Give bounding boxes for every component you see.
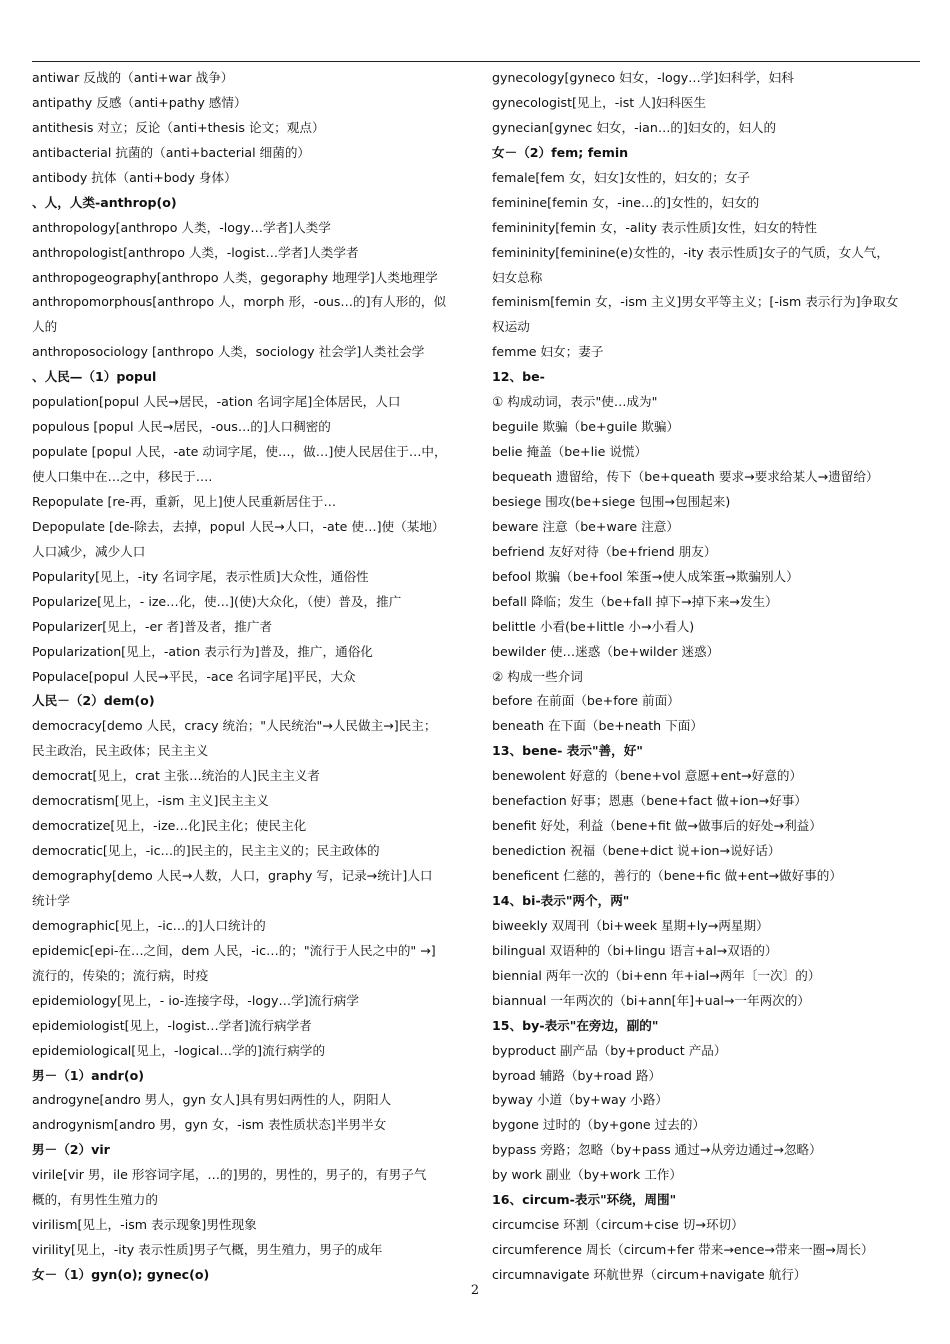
entry-line: benewolent 好意的（bene+vol 意愿+ent→好意的） (492, 768, 803, 784)
entry-line: virilism[见上，-ism 表示现象]男性现象 (32, 1217, 257, 1233)
top-rule (32, 61, 920, 62)
entry-line: anthropology[anthropo 人类，-logy…学者]人类学 (32, 219, 331, 235)
entry-line: ② 构成一些介词 (492, 668, 583, 684)
section-heading: 男－（1）andr(o) (32, 1067, 144, 1083)
entry-line: by work 副业（by+work 工作） (492, 1167, 682, 1183)
entry-line: anthropogeography[anthropo 人类，gegoraphy 地理学]人类地理学 (32, 269, 438, 285)
entry-line: byproduct 副产品（by+product 产品） (492, 1042, 727, 1058)
entry-line: 权运动 (492, 319, 530, 335)
entry-line: democratic[见上，-ic…的]民主的，民主主义的；民主政体的 (32, 843, 380, 859)
page-number: 2 (470, 1283, 480, 1298)
entry-line: Popularize[见上，- ize…化，使…](使)大众化，（使）普及，推广 (32, 593, 402, 609)
entry-line: anthroposociology [anthropo 人类，sociology 社会学]人类社会学 (32, 344, 425, 360)
entry-line: 概的，有男性生殖力的 (32, 1192, 158, 1208)
entry-line: benediction 祝福（bene+dict 说+ion→说好话） (492, 843, 781, 859)
entry-line: virility[见上，-ity 表示性质]男子气概，男生殖力，男子的成年 (32, 1242, 383, 1258)
entry-line: Popularity[见上，-ity 名词字尾，表示性质]大众性，通俗性 (32, 568, 369, 584)
section-heading: 14、bi-表示"两个，两" (492, 892, 630, 908)
entry-line: 使人口集中在…之中，移民于…. (32, 469, 213, 484)
entry-line: epidemiology[见上，- io-连接字母，-logy…学]流行病学 (32, 992, 359, 1008)
entry-line: befall 降临；发生（be+fall 掉下→掉下来→发生） (492, 593, 778, 609)
entry-line: beware 注意（be+ware 注意） (492, 518, 679, 534)
section-heading: 13、bene- 表示"善，好" (492, 743, 643, 759)
entry-line: beneath 在下面（be+neath 下面） (492, 718, 703, 734)
right-column (492, 66, 922, 1288)
entry-line: 流行的，传染的；流行病，时疫 (32, 967, 209, 983)
entry-line: bewilder 使…迷惑（be+wilder 迷惑） (492, 643, 720, 659)
entry-line: anthropologist[anthropo 人类，-logist…学者]人类学者 (32, 244, 359, 260)
section-heading: 女－（1）gyn(o); gynec(o) (32, 1267, 210, 1282)
entry-line: befriend 友好对待（be+friend 朋友） (492, 543, 717, 559)
entry-line: democratism[见上，-ism 主义]民主主义 (32, 793, 269, 809)
entry-line: androgyne[andro 男人，gyn 女人]具有男妇两性的人，阴阳人 (32, 1092, 392, 1108)
entry-line: byway 小道（by+way 小路） (492, 1092, 668, 1108)
entry-line: circumcise 环割（circum+cise 切→环切） (492, 1217, 744, 1233)
entry-line: antibody 抗体（anti+body 身体） (32, 169, 237, 185)
entry-line: Repopulate [re-再，重新，见上]使人民重新居住于… (32, 493, 337, 509)
section-heading: 男－（2）vir (32, 1142, 110, 1158)
entry-line: before 在前面（be+fore 前面） (492, 693, 680, 709)
entry-line: antibacterial 抗菌的（anti+bacterial 细菌的） (32, 144, 311, 160)
entry-line: democratize[见上，-ize…化]民主化；使民主化 (32, 818, 307, 834)
entry-line: belittle 小看(be+little 小→小看人) (492, 618, 695, 634)
section-heading: 15、by-表示"在旁边，副的" (492, 1017, 659, 1033)
entry-line: beneficent 仁慈的，善行的（bene+fic 做+ent→做好事的） (492, 868, 842, 883)
entry-line: biweekly 双周刊（bi+week 星期+ly→两星期） (492, 917, 769, 933)
entry-line: benefaction 好事；恩惠（bene+fact 做+ion→好事） (492, 793, 807, 809)
entry-line: 人的 (32, 319, 58, 335)
entry-line: bequeath 遗留给，传下（be+queath 要求→要求给某人→遗留给） (492, 469, 879, 484)
entry-line: 人口减少，减少人口 (32, 543, 146, 559)
entry-line: gynecologist[见上，-ist 人]妇科医生 (492, 94, 707, 110)
entry-line: benefit 好处，利益（bene+fit 做→做事后的好处→利益） (492, 818, 822, 834)
entry-line: femininity[feminine(e)女性的，-ity 表示性质]女子的气质，女人气， (492, 244, 889, 260)
entry-line: befool 欺骗（be+fool 笨蛋→使人成笨蛋→欺骗别人） (492, 568, 799, 584)
left-column (32, 66, 464, 1288)
entry-line: circumnavigate 环航世界（circum+navigate 航行） (492, 1267, 807, 1282)
entry-line: beguile 欺骗（be+guile 欺骗） (492, 419, 680, 435)
entry-line: ① 构成动词，表示"使…成为" (492, 394, 658, 410)
entry-line: virile[vir 男，ile 形容词字尾，…的]男的，男性的，男子的，有男子气 (32, 1167, 427, 1183)
entry-line: demography[demo 人民→人数，人口，graphy 写，记录→统计]人口 (32, 868, 433, 883)
entry-line: populate [popul 人民，-ate 动词字尾，使…，做…]使人民居住于…中， (32, 444, 447, 460)
section-heading: 女－（2）fem; femin (492, 144, 629, 160)
section-heading: 人民－（2）dem(o) (32, 693, 155, 709)
entry-line: antipathy 反感（anti+pathy 感情） (32, 94, 247, 110)
entry-line: Popularizer[见上，-er 者]普及者，推广者 (32, 618, 273, 634)
entry-line: femininity[femin 女，-ality 表示性质]女性，妇女的特性 (492, 219, 818, 235)
entry-line: democracy[demo 人民，cracy 统治；"人民统治"→人民做主→]民主； (32, 718, 437, 734)
entry-line: circumference 周长（circum+fer 带来→ence→带来一圈→周长） (492, 1242, 874, 1258)
entry-line: belie 掩盖（be+lie 说慌） (492, 444, 648, 460)
section-heading: 12、be- (492, 369, 545, 385)
entry-line: bypass 旁路；忽略（by+pass 通过→从旁边通过→忽略） (492, 1142, 822, 1158)
entry-line: Populace[popul 人民→平民，-ace 名词字尾]平民，大众 (32, 668, 356, 684)
entry-line: epidemiologist[见上，-logist…学者]流行病学者 (32, 1017, 312, 1033)
entry-line: epidemiological[见上，-logical…学的]流行病学的 (32, 1042, 326, 1058)
entry-line: anthropomorphous[anthropo 人，morph 形，-ous…的]有人形的，似 (32, 294, 447, 310)
entry-line: besiege 围攻(be+siege 包围→包围起来) (492, 493, 731, 509)
entry-line: byroad 辅路（by+road 路） (492, 1067, 662, 1083)
entry-line: androgynism[andro 男，gyn 女，-ism 表性质状态]半男半女 (32, 1117, 387, 1133)
entry-line: demographic[见上，-ic…的]人口统计的 (32, 917, 266, 933)
entry-line: female[fem 女，妇女]女性的，妇女的；女子 (492, 169, 751, 185)
section-heading: 16、circum-表示"环绕，周围" (492, 1192, 677, 1208)
entry-line: bygone 过时的（by+gone 过去的） (492, 1117, 706, 1133)
entry-line: 民主政治，民主政体；民主主义 (32, 743, 209, 759)
entry-line: feminism[femin 女，-ism 主义]男女平等主义；[-ism 表示行为]争取女 (492, 294, 899, 310)
entry-line: feminine[femin 女，-ine…的]女性的，妇女的 (492, 194, 760, 210)
entry-line: population[popul 人民→居民，-ation 名词字尾]全体居民，人口 (32, 394, 401, 410)
section-heading: 、人，人类-anthrop(o) (32, 194, 177, 210)
entry-line: gynecology[gyneco 妇女，-logy…学]妇科学，妇科 (492, 70, 794, 85)
entry-line: populous [popul 人民→居民，-ous…的]人口稠密的 (32, 419, 331, 435)
entry-line: democrat[见上，crat 主张…统治的人]民主主义者 (32, 768, 320, 784)
entry-line: antiwar 反战的（anti+war 战争） (32, 70, 234, 85)
entry-line: 妇女总称 (492, 269, 543, 285)
entry-line: femme 妇女；妻子 (492, 344, 604, 360)
entry-line: 统计学 (32, 892, 70, 908)
section-heading: 、人民—（1）popul (32, 369, 157, 385)
entry-line: biannual 一年两次的（bi+ann[年]+ual→一年两次的） (492, 992, 810, 1008)
entry-line: bilingual 双语种的（bi+lingu 语言+al→双语的） (492, 942, 778, 958)
entry-line: Popularization[见上，-ation 表示行为]普及，推广，通俗化 (32, 643, 373, 659)
entry-line: biennial 两年一次的（bi+enn 年+ial→两年〔一次〕的） (492, 967, 821, 983)
entry-line: gynecian[gynec 妇女，-ian…的]妇女的，妇人的 (492, 119, 777, 135)
entry-line: epidemic[epi-在…之间，dem 人民，-ic…的；"流行于人民之中的" →] (32, 942, 436, 958)
entry-line: Depopulate [de-除去，去掉，popul 人民→人口，-ate 使…]使（某地） (32, 518, 445, 534)
entry-line: antithesis 对立；反论（anti+thesis 论文；观点） (32, 119, 325, 135)
